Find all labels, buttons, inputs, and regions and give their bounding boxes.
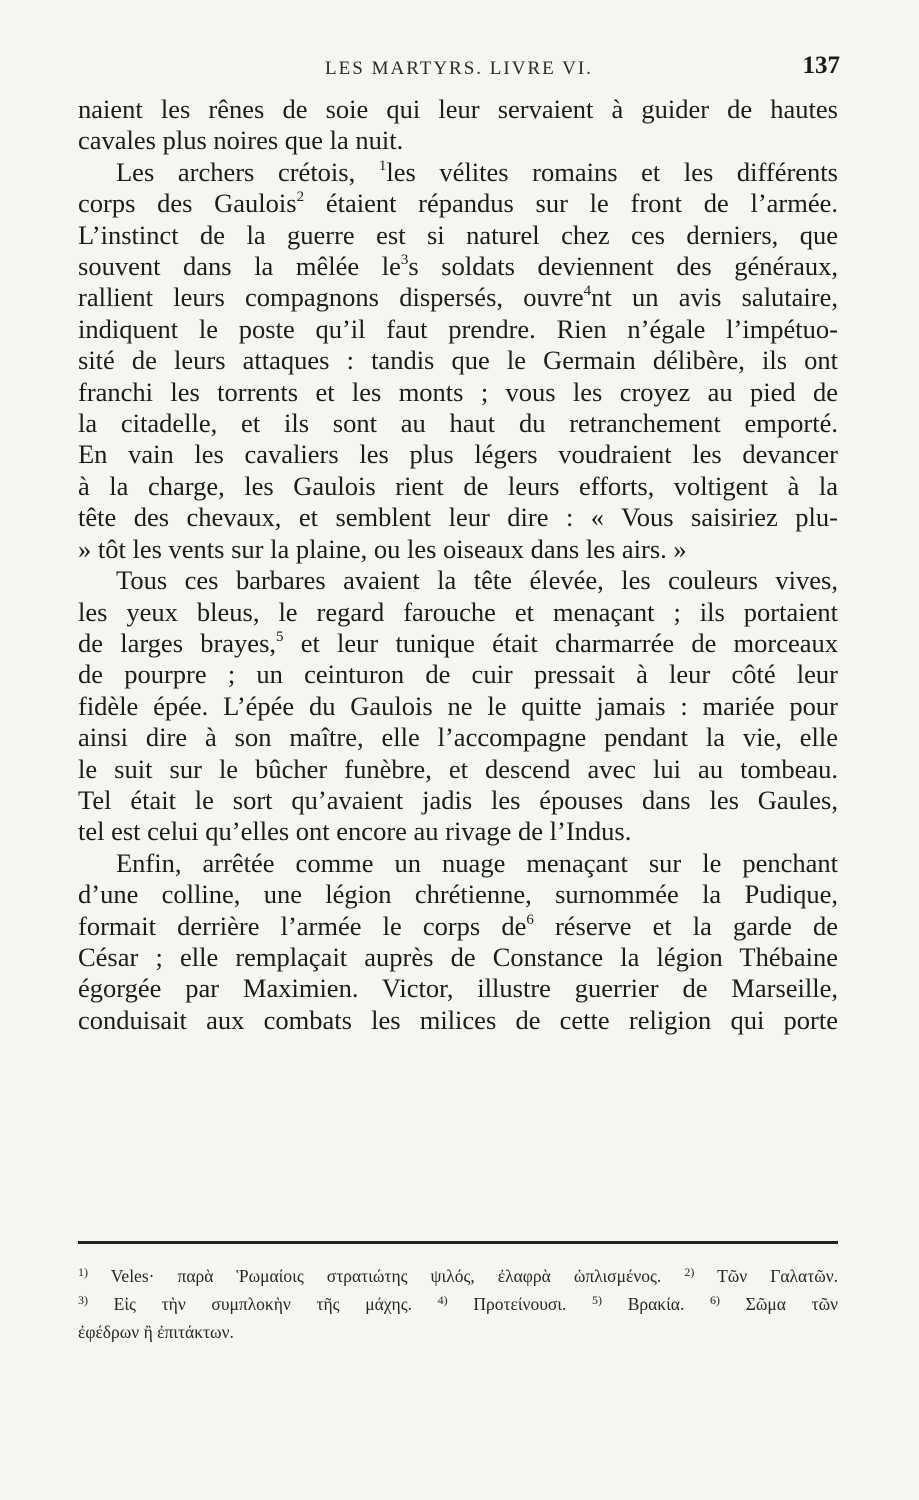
footnotes	[78, 1262, 838, 1346]
text-line: » tôt les vents sur la plaine, ou les oiseaux dans les airs. »	[78, 533, 687, 564]
text-line: César ; elle remplaçait auprès de Constance la légion Thébaine	[78, 941, 838, 972]
footnote	[684, 1266, 838, 1286]
footnote	[592, 1294, 684, 1314]
footnote-text: Veles· παρὰ Ῥωμαίοις στρατιώτης ψιλός, ἐλαφρὰ ὡπλισμένος.	[110, 1266, 662, 1286]
footnote-mark: 5)	[592, 1293, 603, 1307]
body-text	[78, 94, 838, 1036]
text-line: conduisait aux combats les milices de cette religion qui porte	[78, 1004, 838, 1035]
text-line: tête des chevaux, et semblent leur dire : « Vous saisiriez plu-	[78, 502, 838, 533]
text-line: indiquent le poste qu’il faut prendre. Rien n’égale l’impétuo-	[78, 313, 838, 344]
text-line: la citadelle, et ils sont au haut du retranchement emporté.	[78, 408, 838, 439]
text-line: rallient leurs compagnons dispersés, ouvre$^4$nt un avis salutaire,	[78, 282, 839, 313]
footnote	[78, 1322, 234, 1342]
footnote-mark: 1)	[78, 1265, 88, 1279]
footnote-line	[78, 1318, 838, 1346]
running-title: LES MARTYRS. LIVRE VI.	[325, 58, 593, 79]
footnote-mark: 4)	[437, 1293, 448, 1307]
text-line: franchi les torrents et les monts ; vous les croyez au pied de	[78, 376, 838, 407]
footnote-text: ἐφέδρων ἢ ἐπιτάκτων.	[78, 1322, 234, 1342]
text-line: le suit sur le bûcher funèbre, et descend avec lui au tombeau.	[78, 753, 838, 784]
text-line: sité de leurs attaques : tandis que le Germain délibère, ils ont	[78, 345, 838, 376]
footnote	[78, 1266, 661, 1286]
text-line: Les archers crétois, $^1$les vélites romains et les différents	[116, 156, 838, 187]
text-line: de larges brayes,$^5$ et leur tunique était charmarrée de morceaux	[78, 627, 839, 658]
text-line: d’une colline, une légion chrétienne, surnommée la Pudique,	[78, 879, 838, 910]
footnote-mark: 3)	[78, 1293, 88, 1307]
footnote-text: Βρακία.	[627, 1294, 685, 1314]
text-line: ainsi dire à son maître, elle l’accompagne pendant la vie, elle	[78, 722, 838, 753]
footnote-text: Προτείνουσι.	[473, 1294, 567, 1314]
note-call: 4	[583, 283, 592, 300]
text-line: à la charge, les Gaulois rient de leurs efforts, voltigent à la	[78, 470, 838, 501]
text-line: L’instinct de la guerre est si naturel chez ces derniers, que	[78, 219, 838, 250]
text-line: corps des Gaulois$^2$ étaient répandus sur le front de l’armée.	[78, 188, 838, 219]
footnote-line	[78, 1290, 838, 1318]
note-call: 3	[400, 252, 409, 269]
note-call: 6	[526, 911, 534, 928]
note-call: 2	[296, 189, 305, 206]
note-call: 5	[276, 628, 284, 645]
footnote	[78, 1294, 412, 1314]
text-line: fidèle épée. L’épée du Gaulois ne le quitte jamais : mariée pour	[78, 690, 838, 721]
text-line: égorgée par Maximien. Victor, illustre guerrier de Marseille,	[78, 973, 838, 1004]
text-line: Enfin, arrêtée comme un nuage menaçant sur le penchant	[116, 847, 838, 878]
text-line: tel est celui qu’elles ont encore au rivage de l’Indus.	[78, 816, 632, 847]
text-line: cavales plus noires que la nuit.	[78, 125, 404, 156]
footnote-mark: 6)	[710, 1293, 721, 1307]
text-line: Tous ces barbares avaient la tête élevée, les couleurs vives,	[116, 565, 838, 596]
footnote	[438, 1294, 567, 1314]
footnote-text: Εἰς τὴν συμπλοκὴν τῆς μάχης.	[113, 1294, 413, 1314]
page-number: 137	[802, 52, 840, 79]
footnote-mark: 2)	[684, 1265, 695, 1279]
text-line: les yeux bleus, le regard farouche et menaçant ; ils portaient	[78, 596, 838, 627]
footnote-rule	[78, 1241, 838, 1244]
footnote-line	[78, 1262, 838, 1290]
note-call: 1	[378, 157, 387, 174]
footnote	[710, 1294, 838, 1314]
text-line: souvent dans la mêlée $le^3s$ soldats deviennent des généraux,	[78, 251, 838, 282]
text-line: de pourpre ; un ceinturon de cuir pressait à leur côté leur	[78, 659, 838, 690]
footnote-text: Σῶμα τῶν	[745, 1294, 839, 1314]
text-line: Tel était le sort qu’avaient jadis les épouses dans les Gaules,	[78, 784, 838, 815]
text-line: formait derrière l’armée le corps $de^6$ réserve et la garde de	[78, 910, 838, 941]
footnote-text: Τῶν Γαλατῶν.	[717, 1266, 839, 1286]
text-line: En vain les cavaliers les plus légers voudraient les devancer	[78, 439, 838, 470]
page-header	[78, 52, 840, 86]
text-line: naient les rênes de soie qui leur servaient à guider de hautes	[78, 94, 838, 124]
